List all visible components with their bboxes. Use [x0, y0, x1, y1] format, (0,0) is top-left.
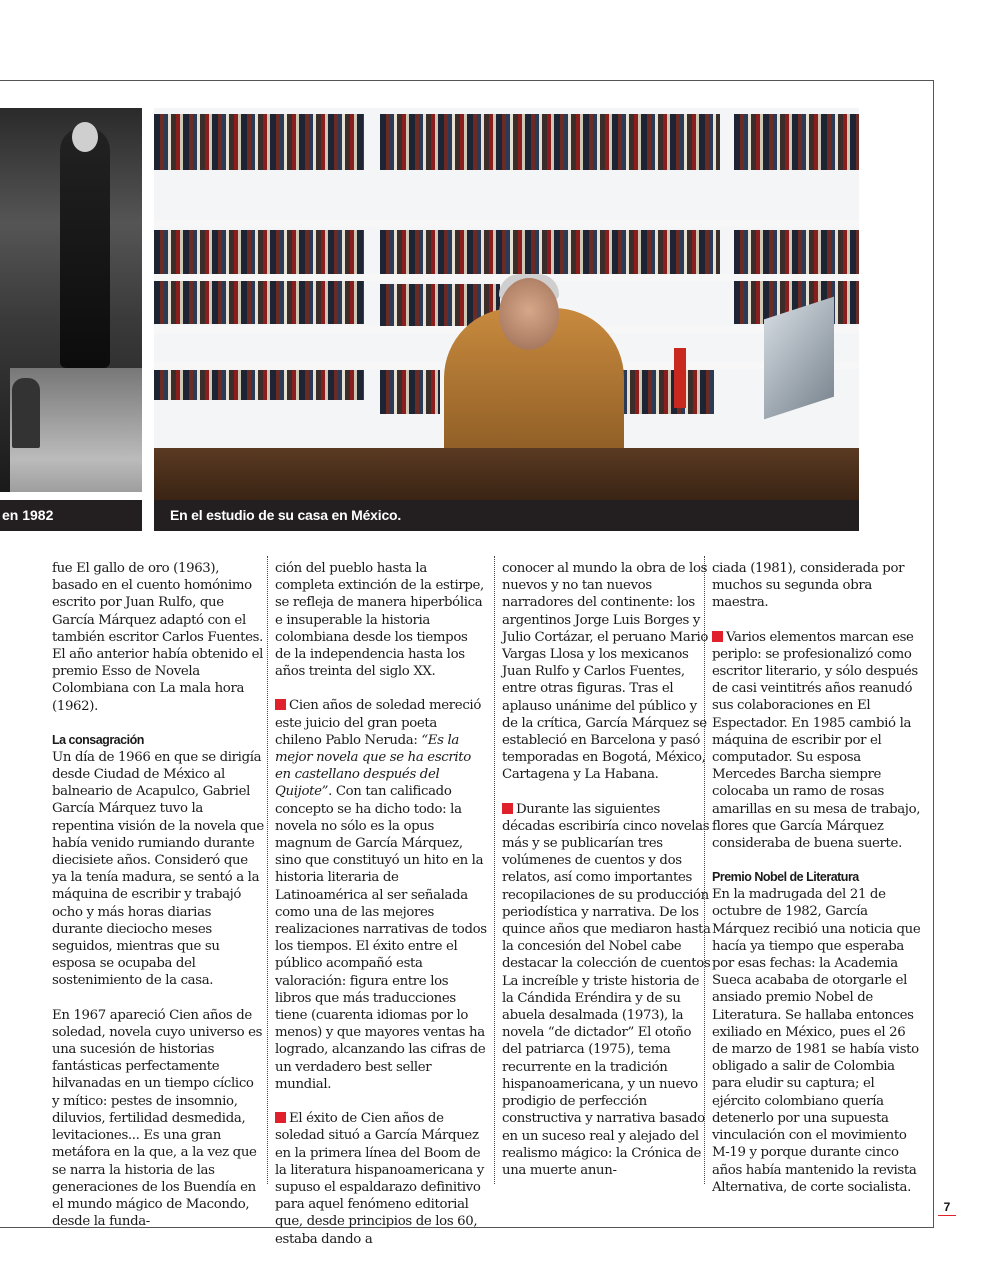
- figure-silhouette: [60, 128, 110, 368]
- page-number: 7: [938, 1200, 956, 1216]
- text-column-1: [52, 560, 264, 1247]
- paragraph: [275, 1110, 487, 1248]
- paragraph: fue El gallo de oro (1963), basado en el cuento homónimo escrito por Juan Rulfo, que García Márquez adaptó con el también escritor Carlos Fuentes. El año anterior había obtenido el premio Esso de Novela Colombiana con La mala hora (1962).: [52, 561, 264, 714]
- person-head: [499, 278, 559, 350]
- paragraph: conocer al mundo la obra de los nuevos y no tan nuevos narradores del continente: los argentinos Jorge Luis Borges y Julio Cortázar, el peruano Mario Vargas Llosa y los mexicanos Juan Rulfo y Carlos Fuentes, entre otras figuras. Tras el aplauso unánime del público y de la crítica, García Márquez se estableció en Barcelona y pasó temporadas en Bogotá, México, Cartagena y La Habana.: [502, 561, 709, 783]
- paragraph: [502, 801, 714, 1179]
- paragraph-text: . Con tan calificado concepto se ha dicho todo: la novela no sólo es la opus magnum de García Márquez, sino que constituyó un hito en la historia literaria de Latinoamérica al ser señalada como una de las mejores realizaciones narrativas de todos los tiempos. El éxito entre el público acompañó esta valoración: figura entre los libros que más traducciones tiene (cuarenta idiomas por lo menos) y que mayores ventas ha logrado, alcanzando las cifras de un verdadero best seller mundial.: [275, 784, 487, 1092]
- paragraph-text: Cien años de soledad mereció este juicio del gran poeta chileno Pablo Neruda:: [275, 698, 481, 748]
- paragraph: ción del pueblo hasta la completa extinción de la estirpe, se refleja de manera hiperbólica e insuperable la historia colombiana desde los tiempos de la independencia hasta los años treinta del siglo XX.: [275, 561, 484, 680]
- photo-caption-left: en 1982: [0, 500, 142, 531]
- text-column-4: [712, 560, 924, 1213]
- photo-study-mexico: [154, 108, 859, 500]
- photo-ceremony-1982: [0, 108, 142, 492]
- photo-caption-right: En el estudio de su casa en México.: [154, 500, 859, 531]
- column-separator: [267, 556, 268, 1184]
- bust-statue: [12, 378, 40, 448]
- paragraph: ciada (1981), considerada por muchos su segunda obra maestra.: [712, 561, 905, 611]
- paragraph-text: El éxito de Cien años de soledad situó a García Márquez en la primera línea del Boom de la literatura hispanoamericana y supuso el espaldarazo definitivo para aquel fenómeno editorial que, desde principios de los 60, estaba dando a: [275, 1111, 484, 1247]
- subheading-premio-nobel: Premio Nobel de Literatura: [712, 870, 859, 885]
- neruda-quote: “Es la mejor novela que se ha escrito en castellano después del Quijote”: [275, 732, 471, 800]
- paragraph: [275, 697, 487, 1093]
- column-separator: [494, 556, 495, 1184]
- bullet-square-icon: [275, 1112, 286, 1123]
- paragraph: En la madrugada del 21 de octubre de 1982, García Márquez recibió una noticia que hacía ya tiempo que esperaba por esas fechas: la Academia Sueca acababa de otorgarle el ansiado premio Nobel de Literatura. Se hallaba entonces exiliado en México, pues el 26 de marzo de 1981 se había visto obligado a salir de Colombia para eludir su captura; el ejército colombiano quería detenerlo por una supuesta vinculación con el movimiento M-19 y porque durante cinco años había mantenido la revista Alternativa, de corte socialista.: [712, 887, 921, 1195]
- text-column-2: [275, 560, 487, 1265]
- bullet-square-icon: [275, 699, 286, 710]
- text-column-3: [502, 560, 714, 1196]
- bullet-square-icon: [502, 803, 513, 814]
- bullet-square-icon: [712, 631, 723, 642]
- figure-head: [72, 122, 98, 152]
- subheading-consagracion: La consagración: [52, 732, 144, 747]
- paragraph: Un día de 1966 en que se dirigía desde Ciudad de México al balneario de Acapulco, Gabriel García Márquez tuvo la repentina visión de la novela que había venido rumiando durante diecisiete años. Consideró que ya la tenía madura, se sentó a la máquina de escribir y trabajó ocho y más horas diarias durante dieciocho meses seguidos, mientras que su esposa se ocupaba del sostenimiento de la casa.: [52, 749, 264, 989]
- paragraph-text: Varios elementos marcan ese periplo: se profesionalizó como escritor literario, y sólo después de casi veintitrés años reanudó sus colaboraciones en El Espectador. En 1985 cambió la máquina de escribir por el computador. Su esposa Mercedes Barcha siempre colocaba un ramo de rosas amarillas en su mesa de trabajo, flores que García Márquez consideraba de buena suerte.: [712, 629, 921, 852]
- red-lamp: [674, 348, 686, 408]
- paragraph-text: Durante las siguientes décadas escribiría cinco novelas más y se publicarían tres volúmenes de cuentos y dos relatos, así como importantes recopilaciones de su producción periodística y narrativa. De los quince años que mediaron hasta la concesión del Nobel cabe destacar la colección de cuentos La increíble y triste historia de la Cándida Eréndira y de su abuela desalmada (1973), la novela “de dictador” El otoño del patriarca (1975), tema recurrente en la tradición hispanoamericana, y un nuevo prodigio de perfección constructiva y narrativa basado en un suceso real y alejado del realismo mágico: la Crónica de una muerte anun-: [502, 801, 711, 1178]
- paragraph: [712, 629, 924, 853]
- paragraph: En 1967 apareció Cien años de soledad, novela cuyo universo es una sucesión de historias fantásticas perfectamente hilvanadas en un tiempo cíclico y mítico: pestes de insomnio, diluvios, fertilidad desmedida, levitaciones... Es una gran metáfora en la que, a la vez que se narra la historia de las generaciones de los Buendía en el mundo mágico de Macondo, desde la funda-: [52, 1007, 263, 1230]
- desk: [154, 448, 859, 500]
